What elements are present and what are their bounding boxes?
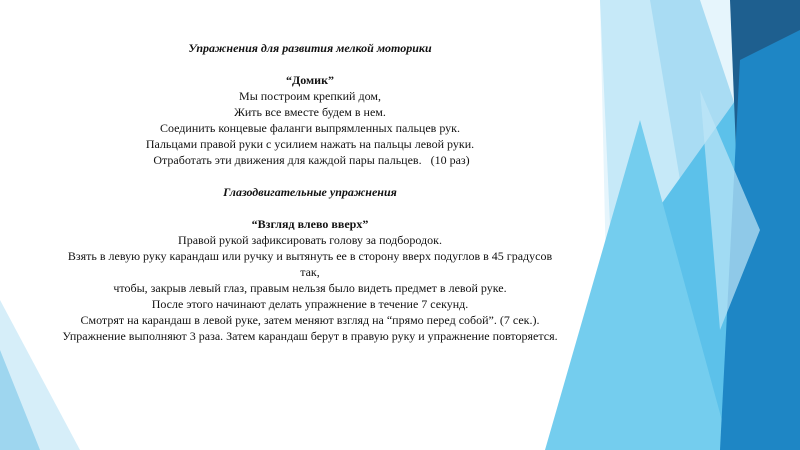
section2-line-2: Взять в левую руку карандаш или ручку и вытянуть ее в сторону вверх подуглов в 45 градусов (67, 249, 553, 263)
section2-line-5: После этого начинают делать упражнение в течение 7 секунд. (151, 297, 469, 311)
section1-heading: Упражнения для развития мелкой моторики (188, 41, 432, 55)
section1-line-1: Мы построим крепкий дом, (239, 89, 381, 103)
section2-line-1: Правой рукой зафиксировать голову за подбородок. (178, 233, 442, 247)
section1-line-2: Жить все вместе будем в нем. (234, 105, 386, 119)
section2-line-3: так, (300, 265, 320, 279)
section1-line-3: Соединить концевые фаланги выпрямленных пальцев рук. (159, 121, 461, 135)
section1-line-4: Пальцами правой руки с усилием нажать на пальцы левой руки. (145, 137, 475, 151)
section2-line-4: чтобы, закрыв левый глаз, правым нельзя было видеть предмет в левой руке. (113, 281, 507, 295)
section2-line-7: Упражнение выполняют 3 раза. Затем карандаш берут в правую руку и упражнение повторяется. (62, 329, 558, 343)
section2-title: “Взгляд влево вверх” (251, 217, 369, 231)
section2-line-6: Смотрят на карандаш в левой руке, затем меняют взгляд на “прямо перед собой”. (7 сек.). (80, 313, 540, 327)
section1-line-5: Отработать эти движения для каждой пары пальцев. (10 раз) (150, 153, 470, 167)
section2-heading: Глазодвигательные упражнения (223, 185, 397, 199)
section1-title: “Домик” (285, 73, 335, 87)
exercise-text (20, 40, 600, 344)
